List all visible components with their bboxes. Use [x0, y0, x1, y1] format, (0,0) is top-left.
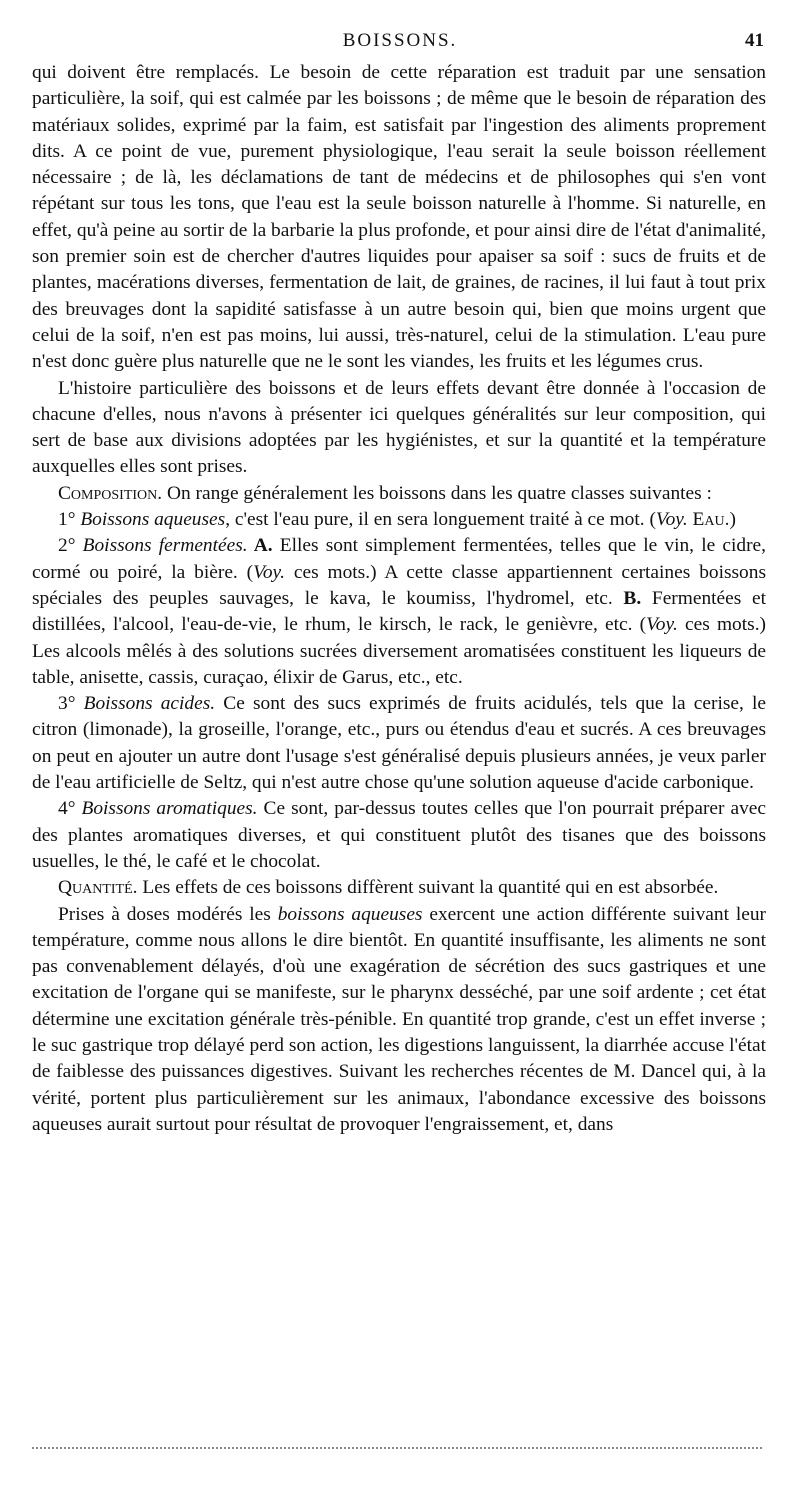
paragraph-intro: L'histoire particulière des boissons et de leurs effets devant être donnée à l'occasion de chacune d'elles, nous n'avons à présenter ici quelques généralités sur leur composition, qui sert de base aux divisions adoptées par les hygiénistes, et sur la quantité et la température auxquelles elles sont prises.: [32, 377, 766, 478]
composition-text: On range généralement les boissons dans les quatre classes suivantes :: [162, 482, 712, 504]
class-text: Ce sont des sucs exprimés de fruits acidulés, tels que la cerise, le citron (limonade), la groseille, l'orange, etc., purs ou étendus d'eau et sucrés. A ces breuvages on peut en ajouter un autre dont l'usage s'est généralisé depuis plusieurs années, je veux parler de l'eau artificielle de Seltz, qui n'est autre chose qu'une solution aqueuse d'acide carbonique.: [32, 693, 766, 794]
page-number: 41: [745, 30, 764, 51]
class-text: Ce sont, par-dessus toutes celles que l'on pourrait préparer avec des plantes aromatiques diverses, et qui constituent plutôt des tisanes que des boissons usuelles, le thé, le café et le chocolat.: [32, 798, 766, 872]
class-text: ces mots.) Les alcools mêlés à des solutions sucrées diversement aromatisées constituent les liqueurs de table, anisette, cassis, curaçao, élixir de Garus, etc., etc.: [32, 614, 766, 688]
class-term: Boissons acides.: [83, 693, 216, 715]
class-text: Elles sont simplement fermentées, telles que le vin, le cidre, cormé ou poiré, la bière. (: [32, 535, 766, 583]
class-text: ces mots.) A cette classe appartiennent certaines boissons spéciales des peuples sauvages, le kava, le koumiss, l'hydromel, etc.: [32, 561, 766, 609]
paragraph-composition: [32, 481, 766, 507]
paragraph-quantite: [32, 875, 766, 901]
class-term: Boissons aqueuses: [80, 509, 226, 531]
footer-rule: [32, 1447, 762, 1449]
subclass-marker-a: A.: [247, 535, 273, 557]
subclass-marker-b: B.: [612, 587, 642, 609]
cross-ref-voy: Voy.: [655, 509, 688, 531]
class-term: Boissons fermentées.: [82, 535, 248, 557]
quantite-text: Les effets de ces boissons diffèrent suivant la quantité qui en est absorbée.: [137, 877, 719, 899]
section-label-composition: Composition.: [58, 482, 163, 504]
class-text: , c'est l'eau pure, il en sera longuement traité à ce mot. (: [225, 509, 656, 531]
cross-ref-voy: Voy.: [253, 561, 285, 583]
cross-ref-voy: Voy.: [646, 614, 678, 636]
paragraph-class-1: [32, 507, 766, 533]
doses-term: boissons aqueuses: [277, 903, 423, 925]
paragraph-continuation: qui doivent être remplacés. Le besoin de cette réparation est traduit par une sensation particulière, la soif, qui est calmée par les boissons ; de même que le besoin de réparation des matériaux solides, exprimé par la faim, est satisfait par l'ingestion des aliments proprement dits. A ce point de vue, purement physiologique, l'eau serait la seule boisson réellement nécessaire ; de là, les déclamations de tant de médecins et de philosophes qui s'en vont répétant sur tous les tons, que l'eau est la seule boisson naturelle à l'homme. Si naturelle, en effet, qu'à peine au sortir de la barbarie la plus profonde, et pour ainsi dire de l'état d'animalité, son premier soin est de chercher d'autres liquides pour apaiser sa soif : sucs de fruits et de plantes, macérations diverses, fermentation de lait, de graines, de racines, il lui faut à tout prix des breuvages dont la sapidité satisfasse à un autre besoin qui, bien que moins urgent que celui de la soif, n'en est pas moins, lui aussi, très-naturel, celui de la stimulation. L'eau pure n'est donc guère plus naturelle que ne le sont les viandes, les fruits et les légumes crus.: [32, 62, 766, 373]
cross-ref-target: Eau: [687, 509, 725, 531]
doses-text: Prises à doses modérés les: [58, 903, 278, 925]
paragraph-class-4: [32, 796, 766, 875]
running-head: [30, 30, 770, 58]
paragraph-doses: [32, 902, 766, 1139]
paragraph-class-2: [32, 533, 766, 691]
section-label-quantite: Quantité.: [58, 877, 138, 899]
class-number: 4°: [58, 798, 82, 820]
class-number: 2°: [58, 535, 83, 557]
class-term: Boissons aromatiques.: [81, 798, 258, 820]
class-text-end: .): [724, 509, 736, 531]
doses-text: exercent une action différente suivant leur température, comme nous allons le dire bientôt. En quantité insuffisante, les aliments ne sont pas convenablement délayés, d'où une exagération de sécrétion des sucs gastriques et une excitation de l'organe qui se manifeste, sur le pharynx desséché, par une soif ardente ; cet état détermine une excitation générale très-pénible. En quantité trop grande, c'est un effet inverse ; le suc gastrique trop délayé perd son action, les digestions languissent, la diarrhée accuse l'état de faiblesse des puissances digestives. Suivant les recherches récentes de M. Dancel qui, à la vérité, portent plus particulièrement sur les animaux, l'abondance excessive des boissons aqueuses aurait surtout pour résultat de provoquer l'engraissement, et, dans: [32, 903, 766, 1135]
class-number: 3°: [58, 693, 84, 715]
class-text: Fermentées et distillées, l'alcool, l'eau-de-vie, le rhum, le kirsch, le rack, le genièvre, etc. (: [32, 587, 766, 636]
body-text: [32, 60, 766, 1138]
running-title: BOISSONS.: [342, 30, 458, 51]
class-number: 1°: [58, 509, 81, 531]
paragraph-class-3: [32, 691, 766, 796]
